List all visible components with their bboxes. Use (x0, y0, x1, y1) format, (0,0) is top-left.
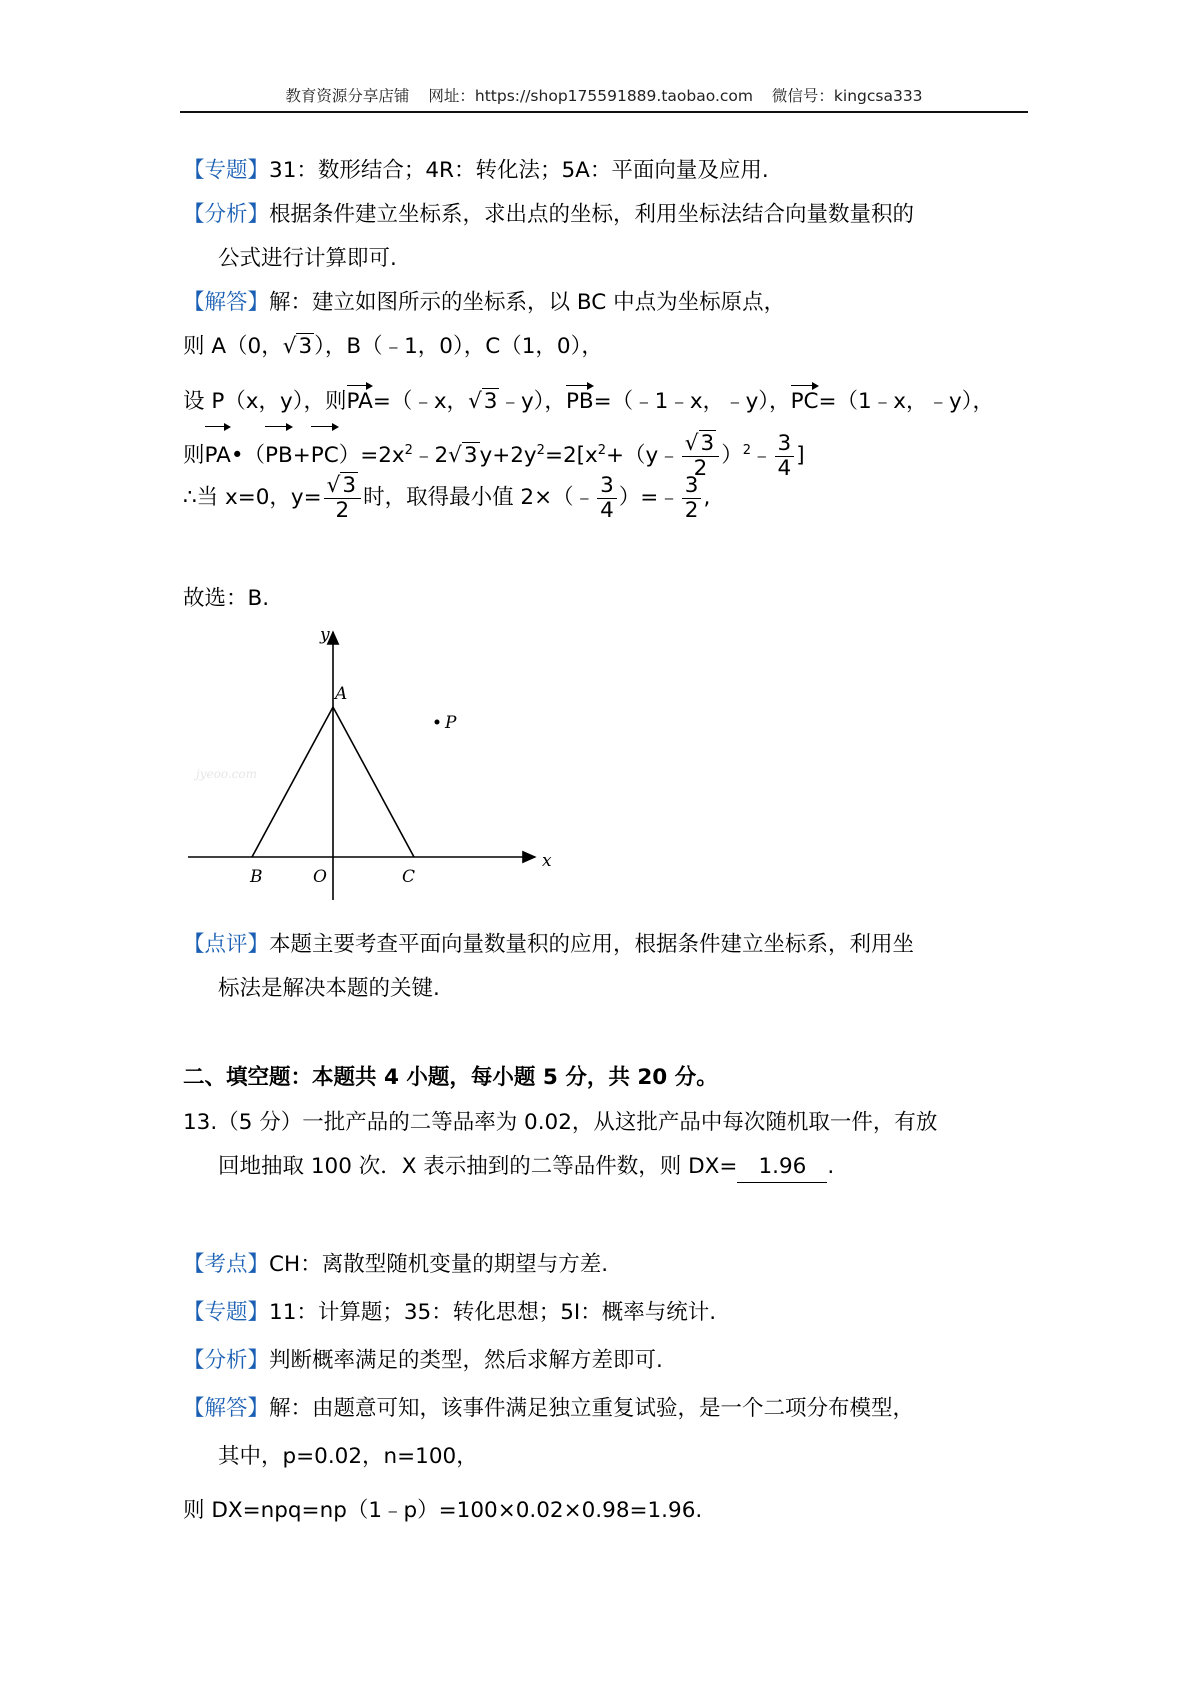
y-axis-label: y (320, 625, 330, 645)
q12-analysis (183, 200, 914, 230)
q13-analysis (183, 1346, 663, 1376)
coordinate-figure (180, 622, 560, 907)
point-a-label: A (335, 684, 348, 704)
point-c-label: C (402, 867, 416, 887)
analysis-tag: 【分析】 (183, 1348, 270, 1373)
answer-line2: 其中，p=0.02，n=100， (218, 1444, 478, 1469)
dot-mid-e: y+2y (479, 443, 537, 469)
vector-pb: PB (566, 383, 594, 417)
dot-mid-c: ）=2x (338, 443, 405, 469)
sup-2: 2 (404, 443, 413, 458)
min-c: ）=﹣ (618, 485, 680, 510)
dot-mid-g: +（y﹣ (606, 443, 680, 469)
point-b-label: B (250, 867, 263, 887)
pa-value-a: =（﹣x， (372, 389, 469, 414)
dot-mid-h: ） (721, 443, 743, 469)
pc-value: =（1﹣x，﹣y）， (818, 389, 994, 414)
fraction-3-over-4: $\frac{3}{4}$ (775, 432, 795, 481)
q13-topic (183, 1298, 716, 1328)
vector-pb: PB (265, 424, 293, 484)
min-d: , (703, 485, 711, 510)
vector-pc: PC (791, 383, 819, 417)
header-shop: 教育资源分享店铺 (285, 87, 410, 105)
set-p: 设 P（x，y），则 (183, 389, 347, 414)
q13-line2-a: 回地抽取 100 次．X 表示抽到的二等品件数，则 DX= (218, 1154, 738, 1179)
fraction-3-over-2: $\frac{3}{2}$ (682, 474, 702, 523)
vectors-line (183, 383, 994, 417)
fraction-3-over-4: $\frac{3}{4}$ (597, 474, 617, 523)
sqrt-3: √3 (448, 443, 478, 469)
topic-text: 11：计算题；35：转化思想；5I：概率与统计. (269, 1300, 717, 1325)
topic-tag: 【专题】 (183, 1300, 270, 1325)
fraction-sqrt3-over-2: $\frac{√3}{2}$ (682, 432, 719, 481)
dot-mid-d: ﹣2 (412, 443, 449, 469)
dot-mid-b: + (292, 443, 311, 469)
analysis-line1: 根据条件建立坐标系，求出点的坐标，利用坐标法结合向量数量积的 (269, 202, 915, 227)
topic-text: 31：数形结合；4R：转化法；5A：平面向量及应用. (269, 158, 769, 183)
header-rule (180, 111, 1028, 113)
x-axis-label: x (542, 851, 552, 871)
topic-tag: 【专题】 (183, 158, 270, 183)
q13-line2 (218, 1152, 834, 1183)
page-header (180, 84, 1028, 106)
fraction-sqrt3-over-2: $\frac{√3}{2}$ (324, 474, 361, 523)
pa-value-b: ﹣y）， (499, 389, 566, 414)
point-p-label: P (445, 713, 457, 733)
header-url: 网址：https://shop175591889.taobao.com (428, 87, 753, 105)
vector-pc: PC (311, 424, 339, 484)
choice-line: 故选：B. (183, 586, 270, 611)
answer-line3: 则 DX=npq=np（1﹣p）=100×0.02×0.98=1.96. (183, 1498, 703, 1523)
sup-2: 2 (597, 443, 607, 458)
dot-mid-i: ﹣ (750, 443, 773, 469)
sup-2: 2 (742, 443, 751, 458)
kaodian-text: CH：离散型随机变量的期望与方差. (269, 1252, 609, 1277)
answer-tag: 【解答】 (183, 1396, 270, 1421)
review-line1: 本题主要考查平面向量数量积的应用，根据条件建立坐标系，利用坐 (269, 932, 915, 957)
min-a: ∴当 x=0，y= (183, 485, 322, 510)
q13-kaodian (183, 1250, 608, 1280)
dot-prefix: 则 (183, 443, 205, 469)
coords-a: 则 A（0， (183, 334, 283, 359)
vector-pa: PA (205, 424, 231, 484)
answer-tag: 【解答】 (183, 290, 270, 315)
q13-line2-b: . (827, 1154, 835, 1179)
analysis-line2: 公式进行计算即可. (218, 246, 397, 271)
sqrt-3: √3 (282, 334, 313, 359)
q13-line1: 13.（5 分）一批产品的二等品率为 0.02，从这批产品中每次随机取一件，有放 (183, 1110, 938, 1135)
section2-title: 二、填空题：本题共 4 小题，每小题 5 分，共 20 分。 (183, 1065, 718, 1090)
point-p (435, 720, 440, 725)
minimum-line (183, 470, 710, 526)
sqrt-3: √3 (468, 389, 498, 414)
review-tag: 【点评】 (183, 932, 270, 957)
coords-rest: ），B（﹣1，0），C（1，0）， (314, 334, 603, 359)
answer-line1: 解：由题意可知，该事件满足独立重复试验，是一个二项分布模型， (269, 1396, 915, 1421)
answer-text: 解：建立如图所示的坐标系，以 BC 中点为坐标原点， (269, 290, 786, 315)
vector-pa: PA (347, 383, 373, 417)
dot-mid-a: •（ (230, 443, 266, 469)
sup-2: 2 (536, 443, 545, 458)
dot-mid-f: =2[x (544, 443, 598, 469)
q12-topic (183, 156, 769, 186)
q12-review (183, 930, 914, 960)
kaodian-tag: 【考点】 (183, 1252, 270, 1277)
q13-answer (183, 1394, 914, 1424)
dot-end: ] (796, 443, 805, 469)
q12-answer (183, 288, 785, 318)
pb-value: =（﹣1﹣x，﹣y）， (593, 389, 791, 414)
review-line2: 标法是解决本题的关键. (218, 976, 440, 1001)
min-b: 时，取得最小值 2×（﹣ (363, 485, 596, 510)
origin-label: O (313, 867, 327, 887)
answer-blank: 1.96 (737, 1152, 827, 1183)
coords-line (183, 332, 603, 362)
analysis-text: 判断概率满足的类型，然后求解方差即可. (269, 1348, 663, 1373)
header-wechat: 微信号：kingcsa333 (771, 87, 923, 105)
analysis-tag: 【分析】 (183, 202, 270, 227)
watermark: jyeoo.com (196, 767, 257, 781)
